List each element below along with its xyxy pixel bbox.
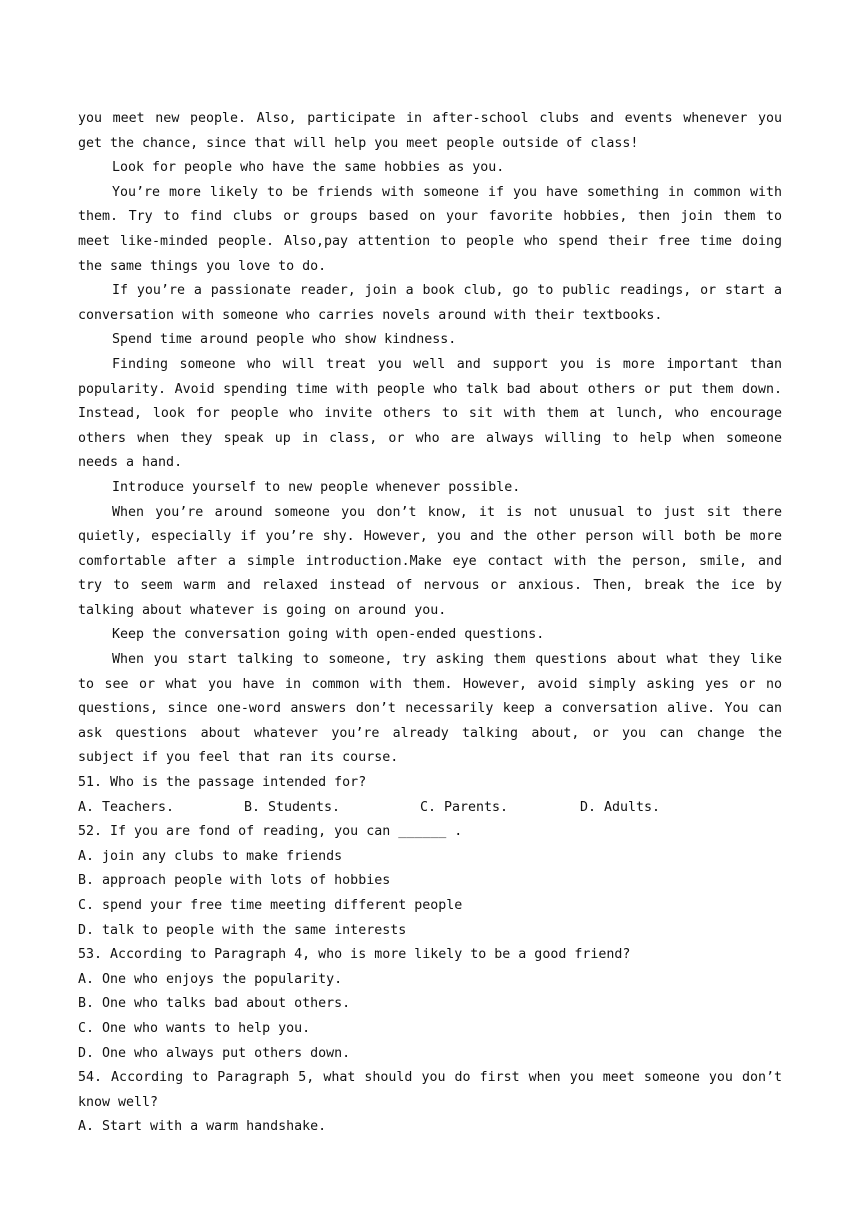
paragraph-kindness: Finding someone who will treat you well and support you is more important than popularity. Avoid spending time with people who talk bad about others or put them down. Instead, look for people who invite others to sit with them at lunch, who encourage others when they speak up in class, or who are always willing to help when someone needs a hand. (78, 356, 782, 471)
question-51-option-c: C. Parents. (420, 799, 509, 815)
paragraph-open-ended: When you start talking to someone, try asking them questions about what they like to see or what you have in common with them. However, avoid simply asking yes or no questions, since one-word answers don’t necessarily keep a conversation alive. You can ask questions about whatever you’re already talking about, or you can change the subject if you feel that ran its course. (78, 652, 782, 766)
question-52-option-d: D. talk to people with the same interests (78, 922, 407, 938)
heading-open-ended: Keep the conversation going with open-ended questions. (112, 627, 545, 643)
question-52-option-b: B. approach people with lots of hobbies (78, 873, 391, 889)
heading-kindness: Spend time around people who show kindness. (112, 332, 457, 348)
question-51-option-d: D. Adults. (580, 799, 661, 815)
question-52-option-a: A. join any clubs to make friends (78, 848, 343, 864)
paragraph-passionate-reader: If you’re a passionate reader, join a book club, go to public readings, or start a conversation with someone who carries novels around with their textbooks. (78, 283, 782, 323)
heading-introduce: Introduce yourself to new people whenever possible. (112, 479, 521, 495)
question-53-option-d: D. One who always put others down. (78, 1045, 351, 1061)
question-52-stem: 52. If you are fond of reading, you can ______ . (78, 824, 463, 840)
paragraph-continuation: you meet new people. Also, participate in after-school clubs and events whenever you get the chance, since that will help you meet people outside of class! (78, 111, 782, 151)
question-52-option-c: C. spend your free time meeting different people (78, 898, 463, 913)
document-page (78, 107, 782, 1140)
question-51-options (78, 796, 782, 821)
question-53-option-c: C. One who wants to help you. (78, 1020, 311, 1036)
question-51-option-a: A. Teachers. (78, 799, 175, 815)
question-53-stem: 53. According to Paragraph 4, who is more likely to be a good friend? (78, 947, 631, 963)
question-53-option-b: B. One who talks bad about others. (78, 996, 351, 1012)
question-54-stem: 54. According to Paragraph 5, what should you do first when you meet someone you don’t know well? (78, 1070, 782, 1110)
question-54-option-a: A. Start with a warm handshake. (78, 1119, 327, 1135)
heading-same-hobbies: Look for people who have the same hobbies as you. (112, 160, 505, 176)
question-51-stem: 51. Who is the passage intended for? (78, 775, 367, 791)
question-51-option-b: B. Students. (244, 799, 341, 815)
paragraph-introduce: When you’re around someone you don’t know, it is not unusual to just sit there quietly, especially if you’re shy. However, you and the other person will both be more comfortable after a simple introduction.Make eye contact with the person, smile, and try to seem warm and relaxed instead of nervous or anxious. Then, break the ice by talking about whatever is going on around you. (78, 504, 782, 618)
question-53-option-a: A. One who enjoys the popularity. (78, 971, 343, 987)
paragraph-common-interests: You’re more likely to be friends with someone if you have something in common with them. Try to find clubs or groups based on your favorite hobbies, then join them to meet like-minded people. Also,pay attention to people who spend their free time doing the same things you love to do. (78, 184, 782, 274)
